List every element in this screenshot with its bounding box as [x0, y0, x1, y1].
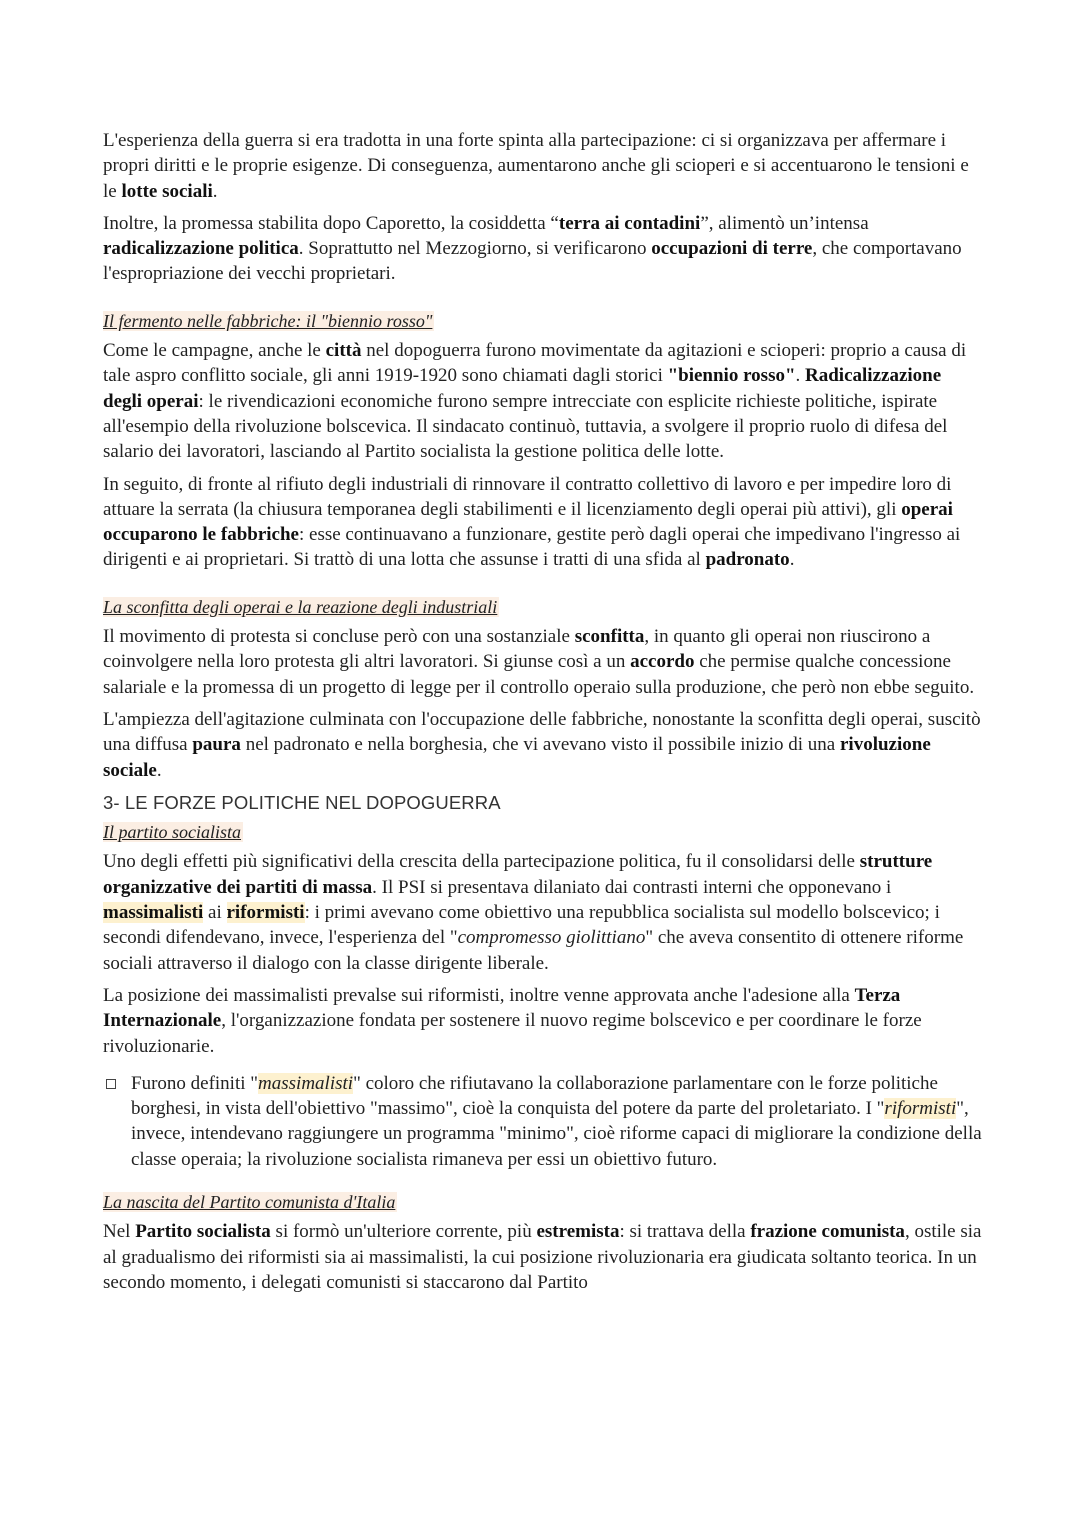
bold-term: lotte sociali: [121, 180, 213, 202]
bold-term: strutture organizzative dei partiti di massa: [103, 851, 933, 898]
bold-term: terra ai contadini: [558, 212, 701, 234]
heading-sconfitta-operai: La sconfitta degli operai e la reazione degli industriali: [103, 596, 498, 617]
italic-term: massimalisti: [258, 1072, 354, 1094]
italic-term: riformisti: [884, 1098, 957, 1120]
bullet-text: Furono definiti "massimalisti" coloro che rifiutavano la collaborazione parlamentare con le forze politiche borghesi, in vista dell'obiettivo "massimo", cioè la conquista del potere da parte del proletariato. I "riformisti", invece, intendevano raggiungere un programma "minimo", cioè riforme capaci di migliorare la condizione della classe operaia; la rivoluzione socialista rimaneva per essi un obiettivo futuro.: [131, 1072, 982, 1170]
sconfitta-paragraph-2: L'ampiezza dell'agitazione culminata con l'occupazione delle fabbriche, nonostante la sconfitta degli operai, suscitò una diffusa paura nel padronato e nella borghesia, che vi avevano visto il possibile inizio di una rivoluzione sociale.: [103, 708, 981, 781]
comunista-paragraph-1: Nel Partito socialista si formò un'ulteriore corrente, più estremista: si trattava della frazione comunista, ostile sia al gradualismo dei riformisti sia ai massimalisti, la cui posizione rivoluzionaria era giudicata soltanto teorica. In un secondo momento, i delegati comunisti si staccarono dal Partito: [103, 1221, 982, 1293]
heading-biennio-rosso: Il fermento nelle fabbriche: il "biennio rosso": [103, 310, 433, 331]
heading-partito-comunista: La nascita del Partito comunista d'Italia: [103, 1191, 396, 1212]
sconfitta-paragraph-1: Il movimento di protesta si concluse però con una sostanziale sconfitta, in quanto gli operai non riuscirono a coinvolgere nella loro protesta gli altri lavoratori. Si giunse così a un accordo che permise qualche concessione salariale e la promessa di un progetto di legge per il controllo operaio sulla produzione, che però non ebbe seguito.: [103, 626, 975, 698]
bold-term: occupazioni di terre: [651, 238, 813, 260]
bold-term: Partito socialista: [135, 1221, 271, 1243]
bold-term: Radicalizzazione degli operai: [103, 365, 942, 412]
section-title-forze-politiche: 3- LE FORZE POLITICHE NEL DOPOGUERRA: [103, 791, 501, 813]
bold-term: paura: [192, 734, 241, 756]
bold-term: frazione comunista: [750, 1221, 905, 1243]
intro-paragraph-2: Inoltre, la promessa stabilita dopo Caporetto, la cosiddetta “terra ai contadini”, alimentò un’intensa radicalizzazione politica. Soprattutto nel Mezzogiorno, si verificarono occupazioni di terre, che comportavano l'espropriazione dei vecchi proprietari.: [103, 212, 962, 285]
biennio-paragraph-2: In seguito, di fronte al rifiuto degli industriali di rinnovare il contratto collettivo di lavoro e per impedire loro di attuare la serrata (la chiusura temporanea degli stabilimenti e il licenziamento degli operai più attivi), gli operai occuparono le fabbriche: esse continuavano a funzionare, gestite però dagli operai che impedivano l'ingresso ai dirigenti e ai proprietari. Si trattò di una lotta che assunse i tratti di una sfida al padronato.: [103, 473, 961, 571]
socialista-paragraph-2: La posizione dei massimalisti prevalse sui riformisti, inoltre venne approvata anche l'adesione alla Terza Internazionale, l'organizzazione fondata per sostenere il nuovo regime bolscevico e per coordinare le forze rivoluzionarie.: [103, 984, 922, 1057]
document-page: [103, 128, 983, 1302]
bullet-item-definizioni: [103, 1071, 983, 1172]
heading-partito-socialista: Il partito socialista: [103, 822, 242, 843]
bold-term: Terza Internazionale: [103, 984, 901, 1032]
intro-paragraph-1: L'esperienza della guerra si era tradotta in una forte spinta alla partecipazione: ci si organizzava per affermare i propri diritti e le proprie esigenze. Di conseguenza, aumentarono anche gli scioperi e si accentuarono le tensioni e le lotte sociali.: [103, 130, 969, 202]
bold-term: città: [325, 340, 362, 362]
bold-term: radicalizzazione politica: [103, 238, 299, 260]
bold-term: operai occuparono le fabbriche: [103, 498, 953, 546]
bold-term: sconfitta: [574, 626, 645, 648]
bold-term: padronato: [705, 549, 790, 571]
bold-term: massimalisti: [103, 902, 204, 924]
bold-term: accordo: [630, 651, 695, 673]
socialista-paragraph-1: Uno degli effetti più significativi della crescita della partecipazione politica, fu il consolidarsi delle strutture organizzative dei partiti di massa. Il PSI si presentava dilaniato dai contrasti interni che opponevano i massimalisti ai riformisti: i primi avevano come obiettivo una repubblica socialista sul modello bolscevico; i secondi difendevano, invece, l'esperienza del "compromesso giolittiano" che aveva consentito di ottenere riforme sociali attraverso il dialogo con la classe dirigente liberale.: [103, 851, 964, 974]
biennio-paragraph-1: Come le campagne, anche le città nel dopoguerra furono movimentate da agitazioni e scioperi: proprio a causa di tale aspro conflitto sociale, gli anni 1919-1920 sono chiamati dagli storici "biennio rosso". Radicalizzazione degli operai: le rivendicazioni economiche furono sempre intrecciate con esplicite richieste politiche, ispirate all'esempio della rivoluzione bolscevica. Il sindacato continuò, tuttavia, a svolgere il proprio ruolo di difesa del salario dei lavoratori, lasciando al Partito socialista la gestione politica delle lotte.: [103, 340, 967, 463]
bold-term: "biennio rosso": [667, 365, 796, 387]
checkbox-bullet-icon: [106, 1079, 116, 1089]
bold-term: riformisti: [226, 902, 305, 924]
italic-term: compromesso giolittiano: [457, 927, 646, 949]
bold-term: rivoluzione sociale: [103, 734, 931, 781]
bold-term: estremista: [536, 1221, 620, 1243]
